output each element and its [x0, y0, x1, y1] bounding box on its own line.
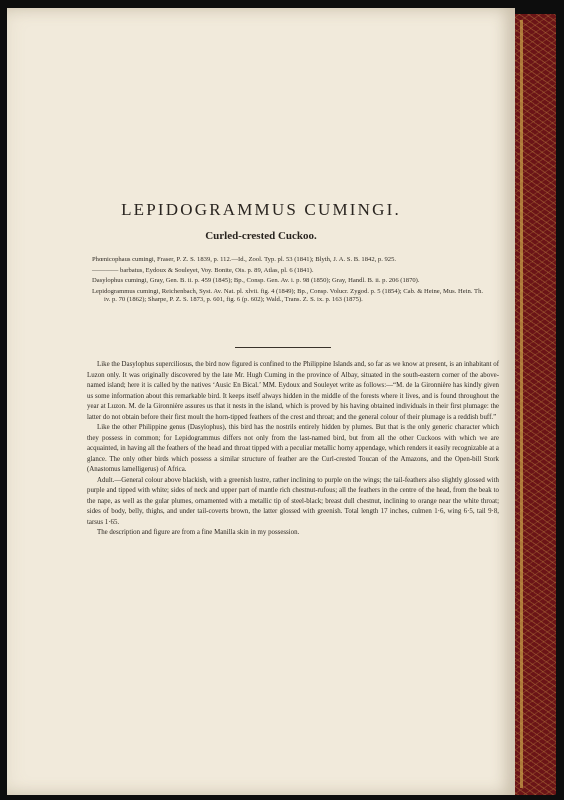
- body-text: [87, 360, 499, 539]
- species-title: LEPIDOGRAMMUS CUMINGI.: [121, 200, 401, 219]
- body-paragraph: Adult.—General colour above blackish, with a greenish lustre, rather inclining to purple on the wings; the tail-feathers also slightly glossed with purple and tipped with white; sides of neck and upper part of mantle rich chestnut-rufous; all the feathers in the centre of the head, from the beak to the nape, as well as the gular plumes, ornamented with a metallic tip of steel-black; breast dull chestnut, inclining to orange near the white throat; sides of body, belly, thighs, and under tail-coverts brown, the latter glossed with greenish. Total length 17 inches, culmen 1·6, wing 6·5, tail 9·8, tarsus 1·65.: [87, 476, 499, 526]
- body-paragraph: The description and figure are from a fine Manilla skin in my possession.: [97, 529, 300, 536]
- body-paragraph: Like the other Philippine genus (Dasylophus), this bird has the nostrils entirely hidden by plumes. But that is the only generic character which they possess in common; for Lepidogrammus differs not only from the last-named bird, but from all the other Cuckoos with which we are acquainted, in having all the feathers of the head and throat tipped with a peculiar metallic horny appendage, which renders it easily recognizable at a glance. The only other birds which possess a similar structure of feather are the Curl-crested Toucan of the Amazons, and the Open-bill Stork (Anastomus lamelligerus) of Africa.: [87, 424, 499, 473]
- binding-gilt-edge: [520, 20, 523, 788]
- common-name: Curled-crested Cuckoo.: [205, 230, 317, 242]
- synonymy-entry: Phœnicophaus cumingi, Fraser, P. Z. S. 1839, p. 112.—Id., Zool. Typ. pl. 53 (1841); Blyth, J. A. S. B. 1842, p. 925.: [92, 256, 397, 263]
- synonymy-entry: Lepidogrammus cumingi, Reichenbach, Syst. Av. Nat. pl. xlvii. fig. 4 (1849); Bp., Consp. Volucr. Zygod. p. 5 (1854); Cab. & Heine, Mus. Hein. Th. iv. p. 70 (1862); Sharpe, P. Z. S. 1873, p. 601, fig. 6 (p. 602); Wald., Trans. Z. S. ix. p. 163 (1875).: [92, 287, 484, 304]
- book-page: [7, 8, 515, 795]
- body-paragraph: Like the Dasylophus superciliosus, the bird now figured is confined to the Philippine Islands and, so far as we know at present, is an inhabitant of Luzon only. It was originally discovered by the late Mr. Hugh Cuming in the province of Albay, situated in the south-eastern corner of the above-named island; here it is called by the natives ‘Ausic En Bical.’ MM. Eydoux and Souleyet write as follows:—“M. de la Gironnière has kindly given us some information about this remarkable bird. It keeps itself always hidden in the middle of the forests where it lives, and is found throughout the year at Luzon. M. de la Gironnière assures us that it nests in the island, which is proved by his having obtained individuals in their first plumage: the latter do not obtain before their first moult the horn-tipped feathers of the crest and throat; and the general colour of their plumage is a reddish buff.”: [87, 361, 499, 421]
- synonymy-entry: Dasylophus cumingi, Gray, Gen. B. ii. p. 459 (1845); Bp., Consp. Gen. Av. i. p. 98 (1850); Gray, Handl. B. ii. p. 206 (1870).: [92, 277, 420, 285]
- synonymy-entry: ———— barbatus, Eydoux & Souleyet, Voy. Bonite, Ois. p. 89, Atlas, pl. 6 (1841).: [92, 266, 314, 274]
- synonymy-block: [92, 256, 487, 307]
- book-binding: [509, 14, 556, 795]
- section-divider: [235, 347, 331, 348]
